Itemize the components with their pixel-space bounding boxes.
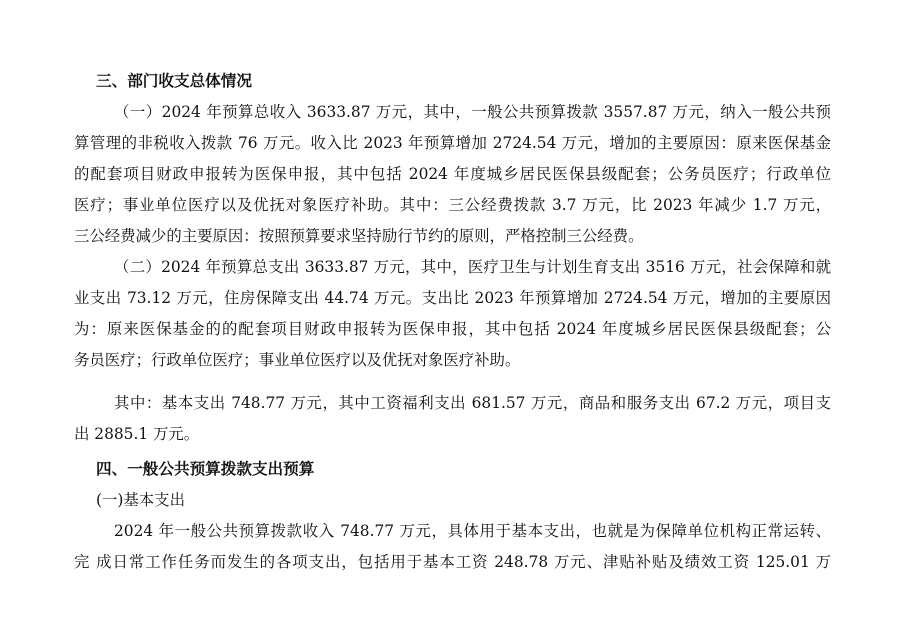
section-3-para-2-line-4: 务员医疗；行政单位医疗；事业单位医疗以及优抚对象医疗补助。 <box>74 351 521 369</box>
section-3-para-1-line-5: 三公经费减少的主要原因：按照预算要求坚持励行节约的原则，严格控制三公经费。 <box>74 227 644 245</box>
section-3-para-1-line-1: （一）2024 年预算总收入 3633.87 万元，其中，一般公共预算拨款 3557.87 万元，纳入一般公共预 <box>114 103 831 121</box>
section-3-para-1-line-2: 算管理的非税收入拨款 76 万元。收入比 2023 年预算增加 2724.54 万元，增加的主要原因：原来医保基金 <box>74 134 831 152</box>
section-4-subheading: (一)基本支出 <box>96 491 185 509</box>
section-3-para-1-line-3: 的配套项目财政申报转为医保申报，其中包括 2024 年度城乡居民医保县级配套；公务员医疗；行政单位 <box>74 165 831 183</box>
section-3-para-3-line-2: 出 2885.1 万元。 <box>74 425 200 443</box>
section-4-para-1-line-1: 2024 年一般公共预算拨款收入 748.77 万元，具体用于基本支出，也就是为保障单位机构正常运转、 <box>114 522 831 540</box>
section-3-para-1-line-4: 医疗；事业单位医疗以及优抚对象医疗补助。其中：三公经费拨款 3.7 万元，比 2023 年减少 1.7 万元， <box>74 196 831 214</box>
section-4-para-1-line-2: 完 成日常工作任务而发生的各项支出，包括用于基本工资 248.78 万元、津贴补贴及绩效工资 125.01 万 <box>74 553 831 571</box>
section-4-heading: 四、一般公共预算拨款支出预算 <box>96 459 315 478</box>
section-3-para-2-line-2: 业支出 73.12 万元，住房保障支出 44.74 万元。支出比 2023 年预算增加 2724.54 万元，增加的主要原因 <box>74 289 831 307</box>
section-3-para-2-line-1: （二）2024 年预算总支出 3633.87 万元，其中，医疗卫生与计划生育支出 3516 万元，社会保障和就 <box>114 258 831 276</box>
section-3-para-3-line-1: 其中：基本支出 748.77 万元，其中工资福利支出 681.57 万元，商品和服务支出 67.2 万元，项目支 <box>114 394 831 412</box>
section-3-para-2-line-3: 为：原来医保基金的的配套项目财政申报转为医保申报，其中包括 2024 年度城乡居民医保县级配套；公 <box>74 320 831 338</box>
section-3-heading: 三、部门收支总体情况 <box>96 71 252 90</box>
